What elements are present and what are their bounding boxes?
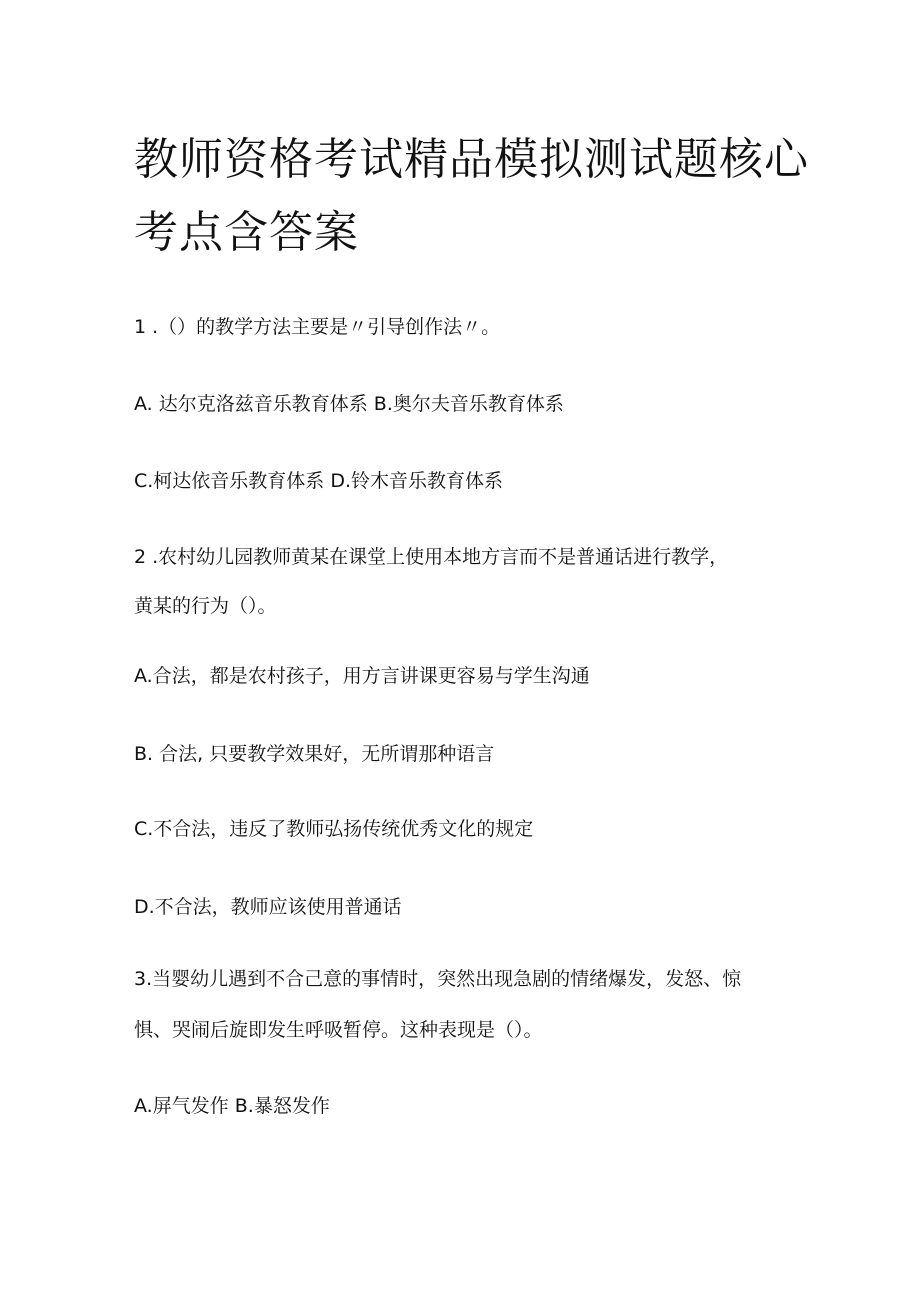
- question-2-option-a: A.合法，都是农村孩子，用方言讲课更容易与学生沟通: [134, 665, 590, 687]
- question-3-stem-line-2: 惧、哭闹后旋即发生呼吸暂停。这种表现是（）。: [134, 1019, 543, 1041]
- question-2-option-b: B. 合法, 只要教学效果好，无所谓那种语言: [134, 743, 495, 765]
- question-2-stem-line-2: 黄某的行为（）。: [134, 595, 277, 617]
- page-title-line-1: 教师资格考试精品模拟测试题核心: [134, 134, 809, 185]
- question-2-option-d: D.不合法，教师应该使用普通话: [134, 896, 402, 918]
- question-3-stem-line-1: 3.当婴幼儿遇到不合己意的事情时，突然出现急剧的情绪爆发，发怒、惊: [134, 968, 742, 990]
- question-2-stem-line-1: 2 .农村幼儿园教师黄某在课堂上使用本地方言而不是普通话进行教学，: [134, 546, 729, 568]
- page-title-line-2: 考点含答案: [134, 207, 359, 258]
- question-2-option-c: C.不合法，违反了教师弘扬传统优秀文化的规定: [134, 818, 534, 840]
- question-3-options-ab: A.屏气发作 B.暴怒发作: [134, 1095, 330, 1117]
- question-1-options-ab: A. 达尔克洛兹音乐教育体系 B.奥尔夫音乐教育体系: [134, 393, 564, 415]
- question-1-options-cd: C.柯达依音乐教育体系 D.铃木音乐教育体系: [134, 470, 504, 492]
- question-1-stem: 1 .（）的教学方法主要是〃引导创作法〃。: [134, 316, 501, 338]
